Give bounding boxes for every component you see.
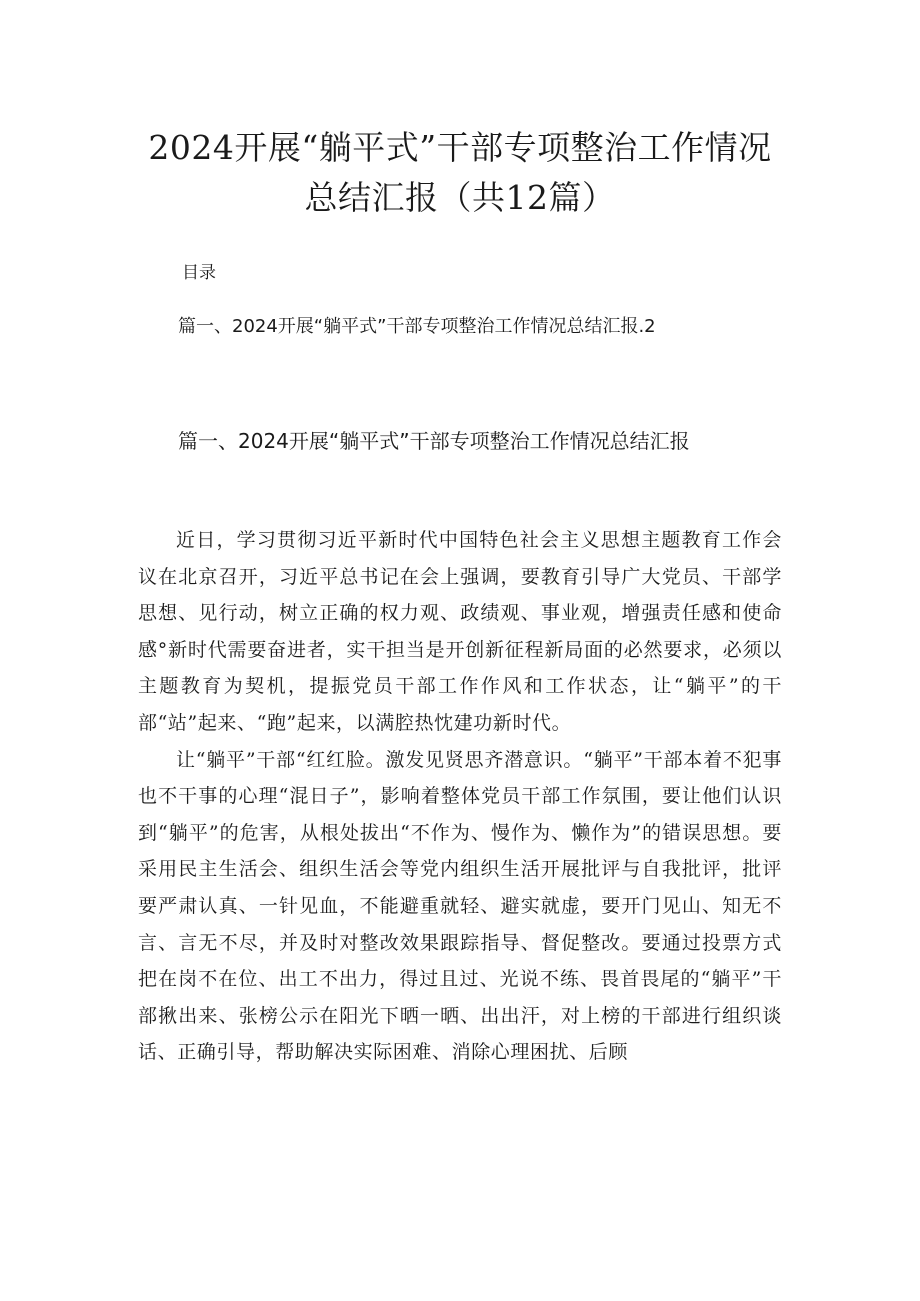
section-heading: 篇一、2024开展“躺平式”干部专项整治工作情况总结汇报 (178, 429, 690, 453)
toc-heading: 目录 (182, 263, 216, 283)
toc-entry-1[interactable]: 篇一、2024开展“躺平式”干部专项整治工作情况总结汇报.2 (178, 316, 656, 337)
document-title-line-1: 2024开展“躺平式”干部专项整治工作情况 (148, 128, 772, 167)
document-title-line-2: 总结汇报（共12篇） (304, 178, 616, 217)
body-paragraph-2: 让“躺平”干部“红红脸。激发见贤思齐潜意识。“躺平”干部本着不犯事也不干事的心理“混日子”，影响着整体党员干部工作氛围，要让他们认识到“躺平”的危害，从根处拔出“不作为、慢作为、懒作为”的错误思想。要采用民主生活会、组织生活会等党内组织生活开展批评与自我批评，批评要严肃认真、一针见血，不能避重就轻、避实就虚，要开门见山、知无不言、言无不尽，并及时对整改效果跟踪指导、督促整改。要通过投票方式把在岗不在位、出工不出力，得过且过、光说不练、畏首畏尾的“躺平”干部揪出来、张榜公示在阳光下晒一晒、出出汗，对上榜的干部进行组织谈话、正确引导，帮助解决实际困难、消除心理困扰、后顾 (138, 748, 782, 1064)
body-paragraph-1: 近日，学习贯彻习近平新时代中国特色社会主义思想主题教育工作会议在北京召开，习近平总书记在会上强调，要教育引导广大党员、干部学思想、见行动，树立正确的权力观、政绩观、事业观，增强责任感和使命感°新时代需要奋进者，实干担当是开创新征程新局面的必然要求，必须以主题教育为契机，提振党员干部工作作风和工作状态，让“躺平”的干部“站”起来、“跑”起来，以满腔热忱建功新时代。 (138, 529, 782, 734)
document-title (100, 123, 820, 223)
section-body (138, 522, 782, 1071)
